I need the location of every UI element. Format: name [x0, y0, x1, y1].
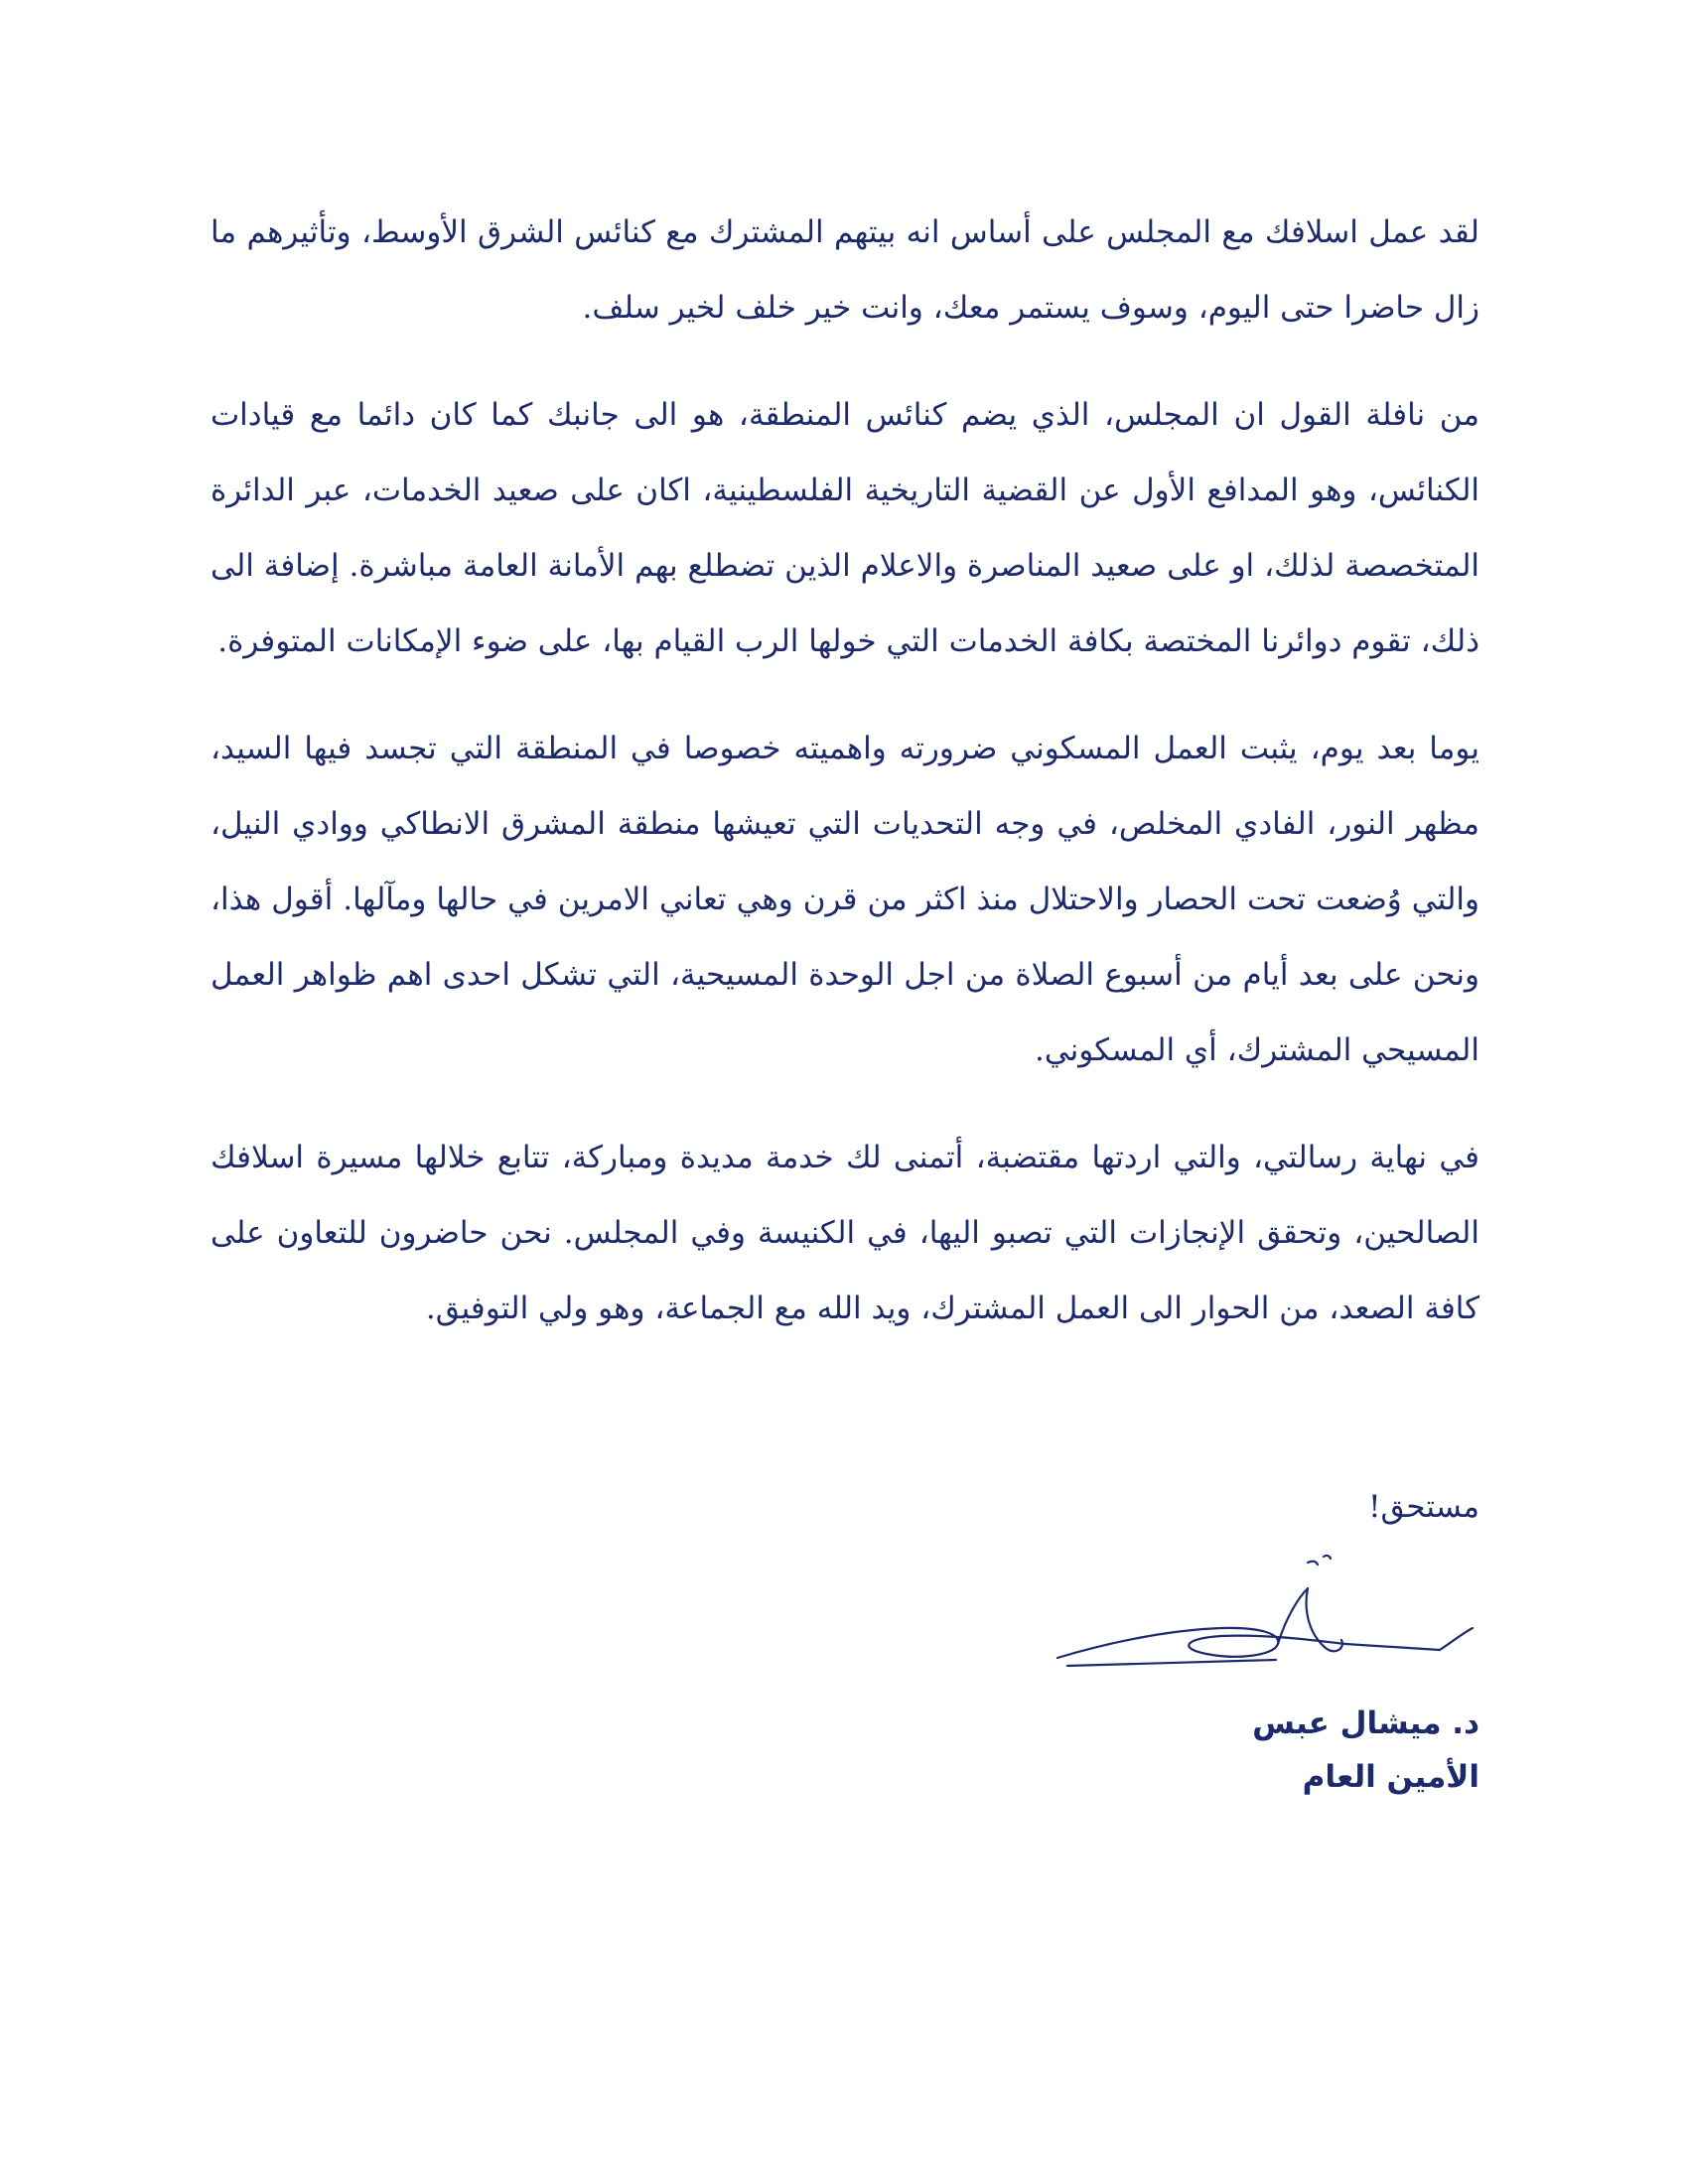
paragraph-council-support: من نافلة القول ان المجلس، الذي يضم كنائس المنطقة، هو الى جانبك كما كان دائما مع قيادات الكنائس، وهو المدافع الأول عن القضية التاريخية الفلسطينية، اكان على صعيد الخدمات، عبر الدائرة المتخصصة لذلك، او على صعيد المناصرة والاعلام الذين تضطلع بهم الأمانة العامة مباشرة. إضافة الى ذلك، تقوم دوائرنا المختصة بكافة الخدمات التي خولها الرب القيام بها، على ضوء الإمكانات المتوفرة.	[211, 397, 1479, 659]
paragraph-ecumenical-work: يوما بعد يوم، يثبت العمل المسكوني ضرورته واهميته خصوصا في المنطقة التي تجسد فيها السيد، مظهر النور، الفادي المخلص، في وجه التحديات التي تعيشها منطقة المشرق الانطاكي ووادي النيل، والتي وُضعت تحت الحصار والاحتلال منذ اكثر من قرن وهي تعاني الامرين في حالها ومآلها. أقول هذا، ونحن على بعد أيام من أسبوع الصلاة من اجل الوحدة المسيحية، التي تشكل احدى اهم ظواهر العمل المسيحي المشترك، أي المسكوني.	[211, 731, 1479, 1068]
paragraph-conclusion: في نهاية رسالتي، والتي اردتها مقتضبة، أتمنى لك خدمة مديدة ومباركة، تتابع خلالها مسيرة اسلافك الصالحين، وتحقق الإنجازات التي تصبو اليها، في الكنيسة وفي المجلس. نحن حاضرون للتعاون على كافة الصعد، من الحوار الى العمل المشترك، ويد الله مع الجماعة، وهو ولي التوفيق.	[211, 1140, 1479, 1326]
signatory-title: الأمين العام	[1302, 1759, 1479, 1795]
handwritten-signature	[1048, 1549, 1484, 1678]
closing-phrase: مستحق!	[1368, 1489, 1479, 1525]
letter-body	[211, 195, 1479, 1378]
paragraph-predecessors: لقد عمل اسلافك مع المجلس على أساس انه بيتهم المشترك مع كنائس الشرق الأوسط، وتأثيرهم ما زال حاضرا حتى اليوم، وسوف يستمر معك، وانت خير خلف لخير سلف.	[211, 214, 1479, 326]
signatory-name: د. ميشال عبس	[1252, 1706, 1479, 1741]
